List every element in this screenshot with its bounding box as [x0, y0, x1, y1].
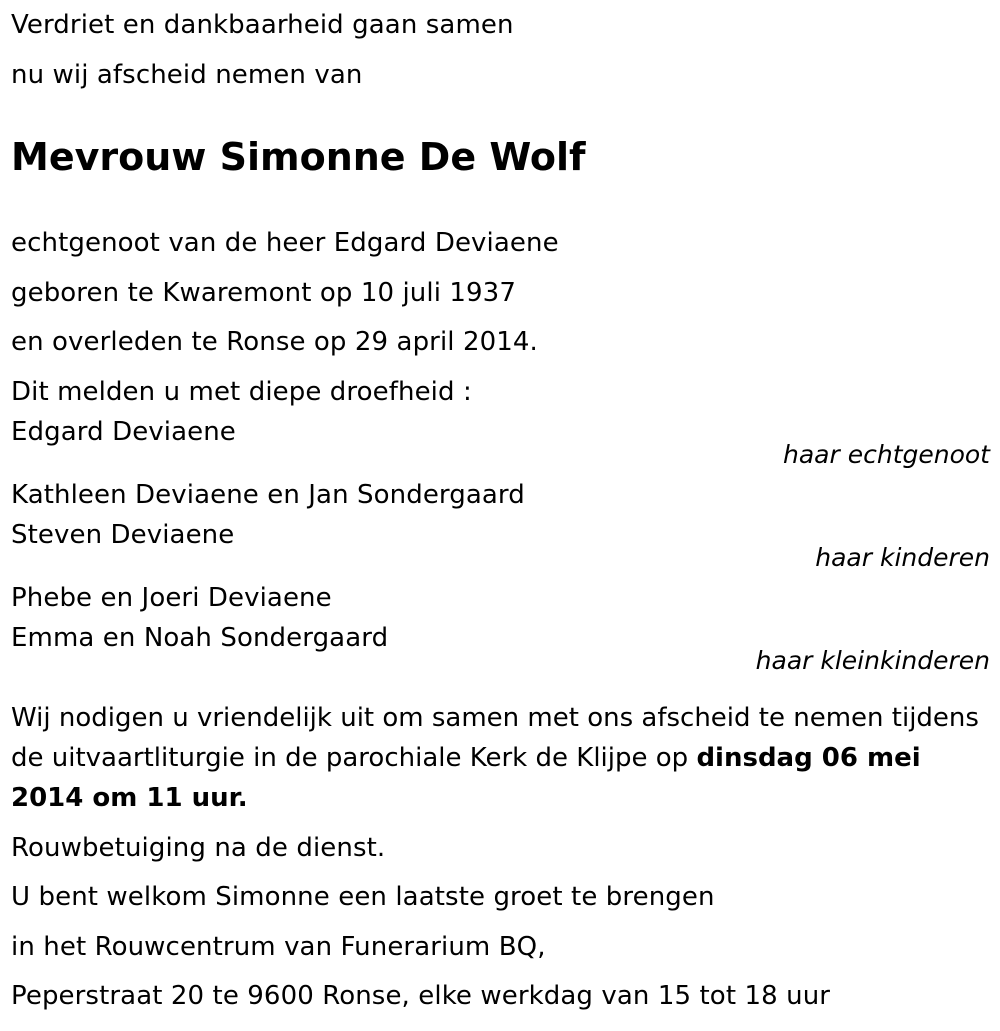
condolence-line: Rouwbetuiging na de dienst.: [11, 833, 386, 863]
family-spouse-name: Edgard Deviaene: [11, 417, 236, 447]
family-grandchild-1: Phebe en Joeri Deviaene: [11, 583, 332, 613]
death-line: en overleden te Ronse op 29 april 2014.: [11, 327, 538, 357]
family-grandchild-2: Emma en Noah Sondergaard: [11, 623, 389, 653]
ceremony-invitation: [11, 698, 981, 818]
children-role: haar kinderen: [815, 543, 990, 572]
spouse-role: haar echtgenoot: [783, 440, 990, 469]
deceased-name: Mevrouw Simonne De Wolf: [11, 135, 586, 179]
intro-line-2: nu wij afscheid nemen van: [11, 60, 363, 90]
family-child-2: Steven Deviaene: [11, 520, 235, 550]
intro-line-1: Verdriet en dankbaarheid gaan samen: [11, 10, 514, 40]
invite-text: Wij nodigen u vriendelijk uit om samen met ons afscheid te nemen tijdens de uitvaartliturgie in de parochiale Kerk de Klijpe op: [11, 703, 979, 773]
address-line: Peperstraat 20 te 9600 Ronse, elke werkdag van 15 tot 18 uur: [11, 981, 831, 1011]
grandchildren-role: haar kleinkinderen: [755, 646, 990, 675]
announce-line: Dit melden u met diepe droefheid :: [11, 377, 472, 407]
welcome-line: U bent welkom Simonne een laatste groet te brengen: [11, 882, 715, 912]
spouse-line: echtgenoot van de heer Edgard Deviaene: [11, 228, 559, 258]
ceremony-date: dinsdag 06 mei 2014 om 11 uur.: [11, 743, 921, 813]
birth-line: geboren te Kwaremont op 10 juli 1937: [11, 278, 516, 308]
family-child-1: Kathleen Deviaene en Jan Sondergaard: [11, 480, 525, 510]
location-line: in het Rouwcentrum van Funerarium BQ,: [11, 932, 546, 962]
